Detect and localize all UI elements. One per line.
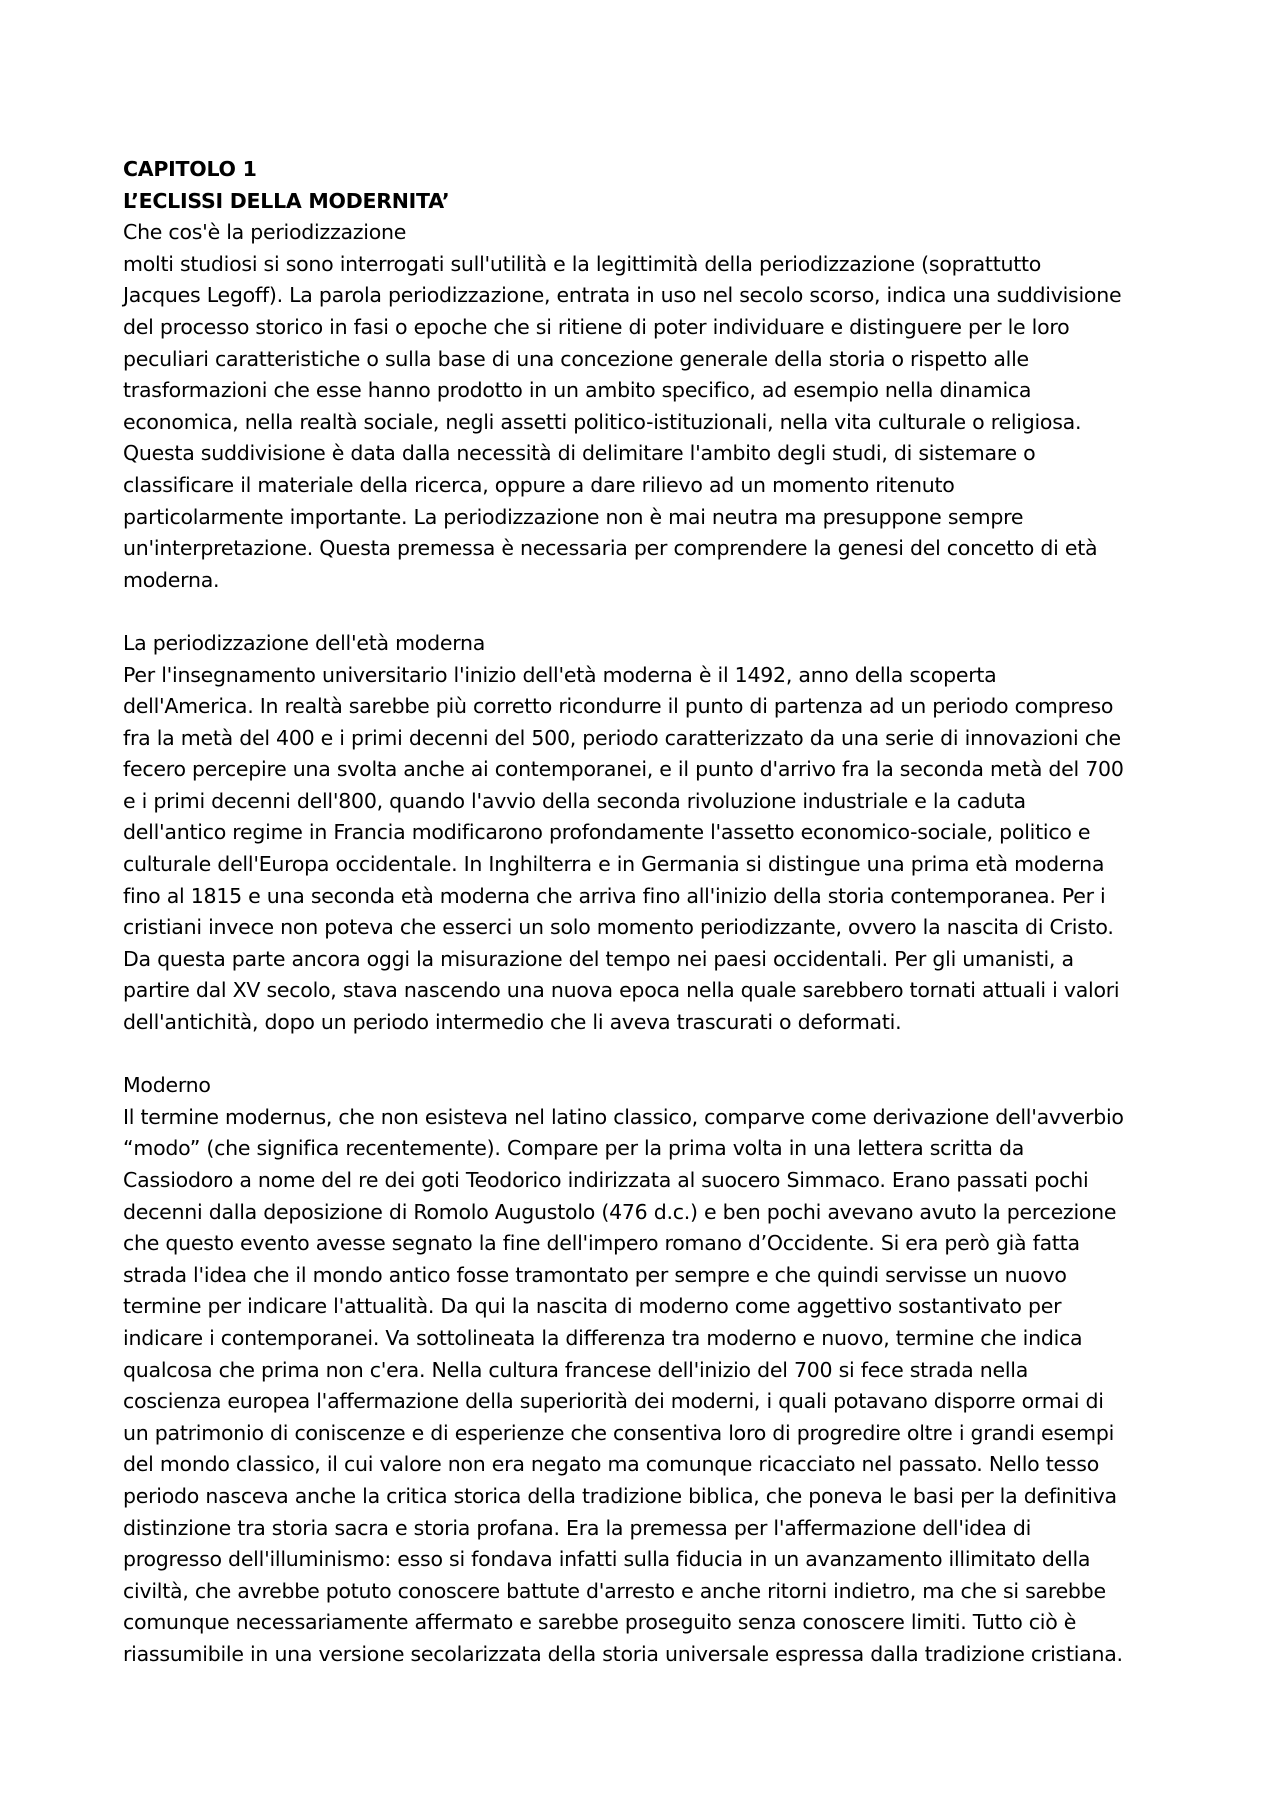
paragraph-line: cristiani invece non poteva che esserci un solo momento periodizzante, ovvero la nascita di Cristo. <box>123 915 1114 940</box>
paragraph-line: decenni dalla deposizione di Romolo Augustolo (476 d.c.) e ben pochi avevano avuto la percezione <box>123 1199 1117 1224</box>
paragraph-line: qualcosa che prima non c'era. Nella cultura francese dell'inizio del 700 si fece strada nella <box>123 1357 1029 1382</box>
paragraph-line: trasformazioni che esse hanno prodotto in un ambito specifico, ad esempio nella dinamica <box>123 378 1032 403</box>
paragraph-line: dell'antichità, dopo un periodo intermedio che li aveva trascurati o deformati. <box>123 1010 902 1035</box>
paragraph-line: un'interpretazione. Questa premessa è necessaria per comprendere la genesi del concetto di età <box>123 536 1098 561</box>
chapter-title: L’ECLISSI DELLA MODERNITA’ <box>123 188 450 213</box>
paragraph-line: del mondo classico, il cui valore non era negato ma comunque ricacciato nel passato. Nello tesso <box>123 1452 1100 1477</box>
paragraph-line: peculiari caratteristiche o sulla base di una concezione generale della storia o rispetto alle <box>123 346 1029 371</box>
paragraph-line: fra la metà del 400 e i primi decenni del 500, periodo caratterizzato da una serie di innovazioni che <box>123 725 1121 750</box>
paragraph-line: che questo evento avesse segnato la fine dell'impero romano d’Occidente. Si era però già fatta <box>123 1231 1080 1256</box>
paragraph-line: civiltà, che avrebbe potuto conoscere battute d'arresto e anche ritorni indietro, ma che si sarebbe <box>123 1578 1106 1603</box>
paragraph-spacer <box>123 596 1168 628</box>
paragraph-line: “modo” (che significa recentemente). Compare per la prima volta in una lettera scritta da <box>123 1136 1025 1161</box>
section-heading: La periodizzazione dell'età moderna <box>123 630 486 655</box>
paragraph-line: economica, nella realtà sociale, negli assetti politico-istituzionali, nella vita culturale o religiosa. <box>123 409 1082 434</box>
paragraph-line: molti studiosi si sono interrogati sull'utilità e la legittimità della periodizzazione (soprattutto <box>123 251 1042 276</box>
paragraph-line: classificare il materiale della ricerca, oppure a dare rilievo ad un momento ritenuto <box>123 472 955 497</box>
paragraph-line: fino al 1815 e una seconda età moderna che arriva fino all'inizio della storia contemporanea. Per i <box>123 883 1106 908</box>
paragraph-line: distinzione tra storia sacra e storia profana. Era la premessa per l'affermazione dell'idea di <box>123 1515 1032 1540</box>
paragraph-line: comunque necessariamente affermato e sarebbe proseguito senza conoscere limiti. Tutto ciò è <box>123 1610 1077 1635</box>
section-eta-moderna <box>123 628 1168 1039</box>
paragraph-line: Da questa parte ancora oggi la misurazione del tempo nei paesi occidentali. Per gli umanisti, a <box>123 946 1074 971</box>
paragraph-line: Questa suddivisione è data dalla necessità di delimitare l'ambito degli studi, di sistemare o <box>123 441 1036 466</box>
paragraph-line: dell'antico regime in Francia modificarono profondamente l'assetto economico-sociale, politico e <box>123 820 1091 845</box>
paragraph-line: Jacques Legoff). La parola periodizzazione, entrata in uso nel secolo scorso, indica una suddivisione <box>123 283 1122 308</box>
paragraph-line: fecero percepire una svolta anche ai contemporanei, e il punto d'arrivo fra la seconda metà del 700 <box>123 757 1124 782</box>
paragraph-line: strada l'idea che il mondo antico fosse tramontato per sempre e che quindi servisse un nuovo <box>123 1262 1067 1287</box>
paragraph-line: del processo storico in fasi o epoche che si ritiene di poter individuare e distinguere per le loro <box>123 314 1070 339</box>
section-periodizzazione <box>123 217 1168 596</box>
paragraph-line: moderna. <box>123 567 220 592</box>
section-heading: Che cos'è la periodizzazione <box>123 220 407 245</box>
section-moderno <box>123 1070 1168 1670</box>
paragraph-line: particolarmente importante. La periodizzazione non è mai neutra ma presuppone sempre <box>123 504 1024 529</box>
paragraph-line: Cassiodoro a nome del re dei goti Teodorico indirizzata al suocero Simmaco. Erano passati pochi <box>123 1168 1089 1192</box>
paragraph-line: riassumibile in una versione secolarizzata della storia universale espressa dalla tradizione cristiana. <box>123 1641 1123 1666</box>
document-body <box>123 154 1168 1671</box>
paragraph-line: un patrimonio di coniscenze e di esperienze che consentiva loro di progredire oltre i grandi esempi <box>123 1420 1115 1445</box>
paragraph-line: e i primi decenni dell'800, quando l'avvio della seconda rivoluzione industriale e la caduta <box>123 788 1026 813</box>
paragraph-line: coscienza europea l'affermazione della superiorità dei moderni, i quali potavano disporre ormai di <box>123 1389 1104 1414</box>
paragraph-line: dell'America. In realtà sarebbe più corretto ricondurre il punto di partenza ad un periodo compreso <box>123 694 1114 719</box>
section-heading: Moderno <box>123 1073 211 1098</box>
paragraph-line: Il termine modernus, che non esisteva nel latino classico, comparve come derivazione dell'avverbio <box>123 1104 1124 1129</box>
paragraph-line: termine per indicare l'attualità. Da qui la nascita di moderno come aggettivo sostantivato per <box>123 1294 1062 1319</box>
paragraph-line: indicare i contemporanei. Va sottolineata la differenza tra moderno e nuovo, termine che indica <box>123 1325 1083 1350</box>
paragraph-spacer <box>123 1039 1168 1071</box>
paragraph-line: Per l'insegnamento universitario l'inizio dell'età moderna è il 1492, anno della scoperta <box>123 662 997 687</box>
paragraph-line: partire dal XV secolo, stava nascendo una nuova epoca nella quale sarebbero tornati attuali i valori <box>123 978 1120 1003</box>
paragraph-line: periodo nasceva anche la critica storica della tradizione biblica, che poneva le basi per la definitiva <box>123 1483 1117 1508</box>
paragraph-line: progresso dell'illuminismo: esso si fondava infatti sulla fiducia in un avanzamento illimitato della <box>123 1547 1091 1572</box>
chapter-label: CAPITOLO 1 <box>123 157 257 181</box>
paragraph-line: culturale dell'Europa occidentale. In Inghilterra e in Germania si distingue una prima età moderna <box>123 852 1105 877</box>
